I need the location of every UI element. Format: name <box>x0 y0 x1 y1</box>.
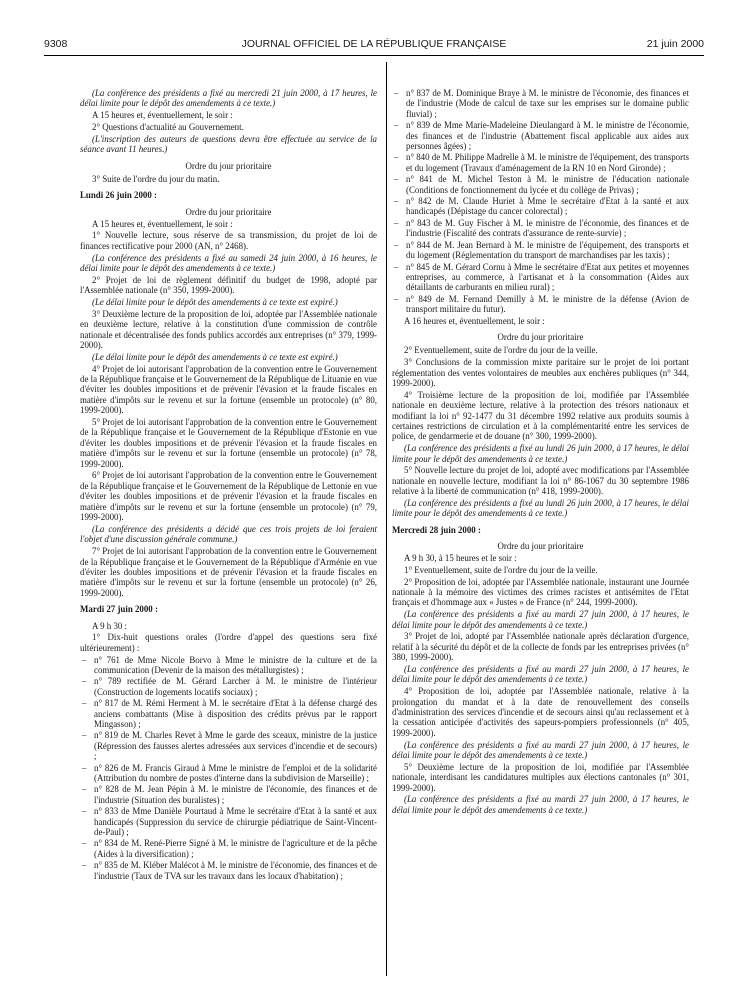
question-item: – n° 761 de Mme Nicole Borvo à Mme le ministre de la culture et de la communication (Devenir de la maison des métallurgistes) ; <box>80 655 377 676</box>
paragraph: 5° Deuxième lecture de la proposition de loi, modifiée par l'Assemblée nationale, interdisant les candidatures multiples aux élections cantonales (n° 301, 1999-2000). <box>392 761 689 793</box>
agenda-subheading: Ordre du jour prioritaire <box>497 331 584 342</box>
paragraph: A 15 heures et, éventuellement, le soir : <box>92 218 233 229</box>
section-heading: Mercredi 28 juin 2000 : <box>392 524 481 535</box>
paragraph: 5° Nouvelle lecture du projet de loi, adopté avec modifications par l'Assemblée nationale en nouvelle lecture, modifiant la loi n° 86-1067 du 30 septembre 1986 relative à la liberté de communication (n° 418, 1999-2000). <box>392 465 689 497</box>
question-item: – n° 828 de M. Jean Pépin à M. le ministre de l'économie, des finances et de l'industrie (Situation des buralistes) ; <box>80 784 377 805</box>
italic-note: (Le délai limite pour le dépôt des amendements à ce texte est expiré.) <box>92 297 338 308</box>
paragraph: 1° Nouvelle lecture, sous réserve de sa transmission, du projet de loi de finances rectificative pour 2000 (AN, n° 2468). <box>80 230 377 251</box>
paragraph: A 9 h 30, à 15 heures et le soir : <box>404 553 517 563</box>
paragraph: 4° Troisième lecture de la proposition de loi, modifiée par l'Assemblée nationale en deuxième lecture, relative à la protection des trésors nationaux et modifiant la loi n° 92-1477 du 31 décembre 1992 relative aux produits soumis à certaines restrictions de circulation et à la complémentarité entre les services de police, de gendarmerie et de douane (n° 300, 1999-2000). <box>392 389 689 442</box>
section-heading: Lundi 26 juin 2000 : <box>80 190 157 201</box>
italic-note: (La conférence des présidents a fixé au mercredi 21 juin 2000, à 17 heures, le délai limite pour le dépôt des amendements à ce texte.) <box>80 88 377 109</box>
paragraph: 4° Proposition de loi, adoptée par l'Assemblée nationale, relative à la prolongation du mandat et à la date de renouvellement des conseils d'administration des services d'incendie et de secours ainsi qu'au reclassement et à la cessation anticipée d'activités des sapeurs-pompiers professionnels (n° 405, 1999-2000). <box>392 686 689 738</box>
question-item: – n° 826 de M. Francis Giraud à Mme le ministre de l'emploi et de la solidarité (Attribution du nombre de postes d'interne dans la subdivision de Marseille) ; <box>80 763 377 784</box>
paragraph: 3° Projet de loi, adopté par l'Assemblée nationale après déclaration d'urgence, relatif à la sécurité du dépôt et de la collecte de fonds par les entreprises privées (n° 380, 1999-2000). <box>392 631 689 663</box>
italic-note: (La conférence des présidents a fixé au mardi 27 juin 2000, à 17 heures, le délai limite pour le dépôt des amendements à ce texte.) <box>392 609 689 630</box>
paragraph: 1° Eventuellement, suite de l'ordre du jour de la veille. <box>404 564 598 575</box>
italic-note: (La conférence des présidents a fixé au lundi 26 juin 2000, à 17 heures, le délai limite pour le dépôt des amendements à ce texte.) <box>392 443 689 464</box>
paragraph: 2° Eventuellement, suite de l'ordre du jour de la veille. <box>404 345 598 356</box>
agenda-subheading: Ordre du jour prioritaire <box>497 541 584 552</box>
paragraph: 2° Proposition de loi, adoptée par l'Assemblée nationale, instaurant une Journée nationale à la mémoire des victimes des crimes racistes et antisémites de l'Etat français et d'hommage aux « Justes » de France (n° 244, 1999-2000). <box>392 576 689 608</box>
paragraph: 4° Projet de loi autorisant l'approbation de la convention entre le Gouvernement de la République française et le Gouvernement de la République de Lituanie en vue d'éviter les doubles impositions et de prévenir l'évasion et la fraude fiscales en matière d'impôts sur le revenu et sur la fortune (ensemble un protocole) (n° 80, 1999-2000). <box>80 363 377 416</box>
paragraph: 3° Suite de l'ordre du jour du matin. <box>92 174 220 185</box>
column-divider <box>386 62 387 976</box>
italic-note: (Le délai limite pour le dépôt des amendements à ce texte est expiré.) <box>92 351 338 362</box>
paragraph: 7° Projet de loi autorisant l'approbation de la convention entre le Gouvernement de la République française et le Gouvernement de la République d'Arménie en vue d'éviter les doubles impositions et de prévenir l'évasion et la fraude fiscales en matière d'impôts sur le revenu et sur la fortune (ensemble un protocole) (n° 26, 1999-2000). <box>80 546 377 598</box>
question-item: – n° 844 de M. Jean Bernard à M. le ministre de l'équipement, des transports et du logement (Réglementation du transport de marchandises par les taxis) ; <box>392 240 689 261</box>
italic-note: (La conférence des présidents a fixé au lundi 26 juin 2000, à 17 heures, le délai limite pour le dépôt des amendements à ce texte.) <box>392 497 689 519</box>
question-item: – n° 841 de M. Michel Teston à M. le ministre de l'éducation nationale (Conditions de fonctionnement du lycée et du collège de Privas) ; <box>392 174 689 195</box>
italic-note: (La conférence des présidents a fixé au samedi 24 juin 2000, à 16 heures, le délai limite pour le dépôt des amendements à ce texte.) <box>80 252 377 274</box>
section-heading: Mardi 27 juin 2000 : <box>80 604 158 615</box>
paragraph: 2° Questions d'actualité au Gouvernement. <box>92 122 244 132</box>
paragraph: 3° Conclusions de la commission mixte paritaire sur le projet de loi portant réglementation des ventes volontaires de meubles aux enchères publiques (n° 344, 1999-2000). <box>392 357 689 388</box>
agenda-subheading: Ordre du jour prioritaire <box>185 206 272 217</box>
italic-note: (La conférence des présidents a décidé que ces trois projets de loi feraient l'objet d'une discussion générale commune.) <box>80 523 377 545</box>
italic-note: (La conférence des présidents a fixé au mardi 27 juin 2000, à 17 heures, le délai limite pour le dépôt des amendements à ce texte.) <box>392 664 689 685</box>
question-item: – n° 817 de M. Rémi Herment à M. le secrétaire d'Etat à la défense chargé des anciens combattants (Mise à disposition des crédits prévus par le rapport Mingasson) ; <box>80 698 377 729</box>
question-item: – n° 834 de M. René-Pierre Signé à M. le ministre de l'agriculture et de la pêche (Aides à la diversification) ; <box>80 838 377 859</box>
question-item: – n° 819 de M. Charles Revet à Mme le garde des sceaux, ministre de la justice (Répression des fausses alertes adressées aux services d'incendie et de secours) ; <box>80 730 377 761</box>
question-item: – n° 849 de M. Fernand Demilly à M. le ministre de la défense (Avion de transport militaire du futur). <box>392 294 689 315</box>
question-item: – n° 840 de M. Philippe Madrelle à M. le ministre de l'équipement, des transports et du logement (Travaux d'aménagement de la RN 10 en Nord Gironde) ; <box>392 152 689 173</box>
paragraph: 6° Projet de loi autorisant l'approbation de la convention entre le Gouvernement de la République française et le Gouvernement de la République de Lettonie en vue d'éviter les doubles impositions et de prévenir l'évasion et la fraude fiscales en matière d'impôts sur le revenu et sur la fortune (ensemble un protocole) (n° 79, 1999-2000). <box>80 470 377 523</box>
paragraph: 1° Dix-huit questions orales (l'ordre d'appel des questions sera fixé ultérieurement) : <box>80 632 377 653</box>
question-item: – n° 835 de M. Kléber Malécot à M. le ministre de l'économie, des finances et de l'industrie (Taux de TVA sur les travaux dans les locaux d'habitation) ; <box>80 860 377 881</box>
question-item: – n° 833 de Mme Danièle Pourtaud à Mme le secrétaire d'Etat à la santé et aux handicapés (Suppression du service de chirurgie pédiatrique de Saint-Vincent-de-Paul) ; <box>80 806 377 837</box>
question-item: – n° 845 de M. Gérard Cornu à Mme le secrétaire d'Etat aux petites et moyennes entreprises, au commerce, à l'artisanat et à la consommation (Aides aux détaillants de carburants en milieu rural) ; <box>392 262 689 293</box>
paragraph: 3° Deuxième lecture de la proposition de loi, adoptée par l'Assemblée nationale en deuxième lecture, relative à la constitution d'une commission de contrôle nationale et décentralisée des fonds publics accordés aux entreprises (n° 379, 1999-2000). <box>80 308 377 351</box>
question-item: – n° 789 rectifiée de M. Gérard Larcher à M. le ministre de l'intérieur (Construction de logements locatifs sociaux) ; <box>80 676 377 697</box>
paragraph: A 9 h 30 : <box>92 620 128 631</box>
italic-note: (La conférence des présidents a fixé au mardi 27 juin 2000, à 17 heures, le délai limite pour le dépôt des amendements à ce texte.) <box>392 739 689 761</box>
paragraph: A 15 heures et, éventuellement, le soir : <box>92 110 233 121</box>
header-rule <box>44 55 704 56</box>
question-item: – n° 839 de Mme Marie-Madeleine Dieulangard à M. le ministre de l'économie, des finances et de l'industrie (Abattement fiscal applicable aux aides aux personnes âgées) ; <box>392 120 689 151</box>
page-header <box>44 38 704 54</box>
question-item: – n° 842 de M. Claude Huriet à Mme le secrétaire d'Etat à la santé et aux handicapés (Dépistage du cancer colorectal) ; <box>392 196 689 217</box>
paragraph: A 16 heures et, éventuellement, le soir : <box>404 315 545 326</box>
italic-note: (L'inscription des auteurs de questions devra être effectuée au service de la séance avant 11 heures.) <box>80 133 377 155</box>
question-item: – n° 837 de M. Dominique Braye à M. le ministre de l'économie, des finances et de l'industrie (Mode de calcul de taxe sur les emprises sur le domaine public fluvial) ; <box>392 88 689 119</box>
right-column <box>392 88 689 817</box>
page-number: 9308 <box>44 38 68 50</box>
question-item: – n° 843 de M. Guy Fischer à M. le ministre de l'économie, des finances et de l'industrie (Fiscalité des contrats d'assurance de rente-survie) ; <box>392 218 689 239</box>
question-list <box>80 655 377 882</box>
question-list <box>392 88 689 315</box>
left-column <box>80 88 377 882</box>
paragraph: 2° Projet de loi de règlement définitif du budget de 1998, adopté par l'Assemblée nationale (n° 350, 1999-2000). <box>80 274 377 296</box>
agenda-subheading: Ordre du jour prioritaire <box>185 160 272 171</box>
journal-title: JOURNAL OFFICIEL DE LA RÉPUBLIQUE FRANÇAISE <box>241 38 507 50</box>
issue-date: 21 juin 2000 <box>646 38 704 50</box>
paragraph: 5° Projet de loi autorisant l'approbation de la convention entre le Gouvernement de la République française et le Gouvernement de la République d'Estonie en vue d'éviter les doubles impositions et de prévenir l'évasion et la fraude fiscales en matière d'impôts sur le revenu et sur la fortune (ensemble un protocole) (n° 78, 1999-2000). <box>80 417 377 469</box>
italic-note: (La conférence des présidents a fixé au mardi 27 juin 2000, à 17 heures, le délai limite pour le dépôt des amendements à ce texte.) <box>392 794 689 815</box>
